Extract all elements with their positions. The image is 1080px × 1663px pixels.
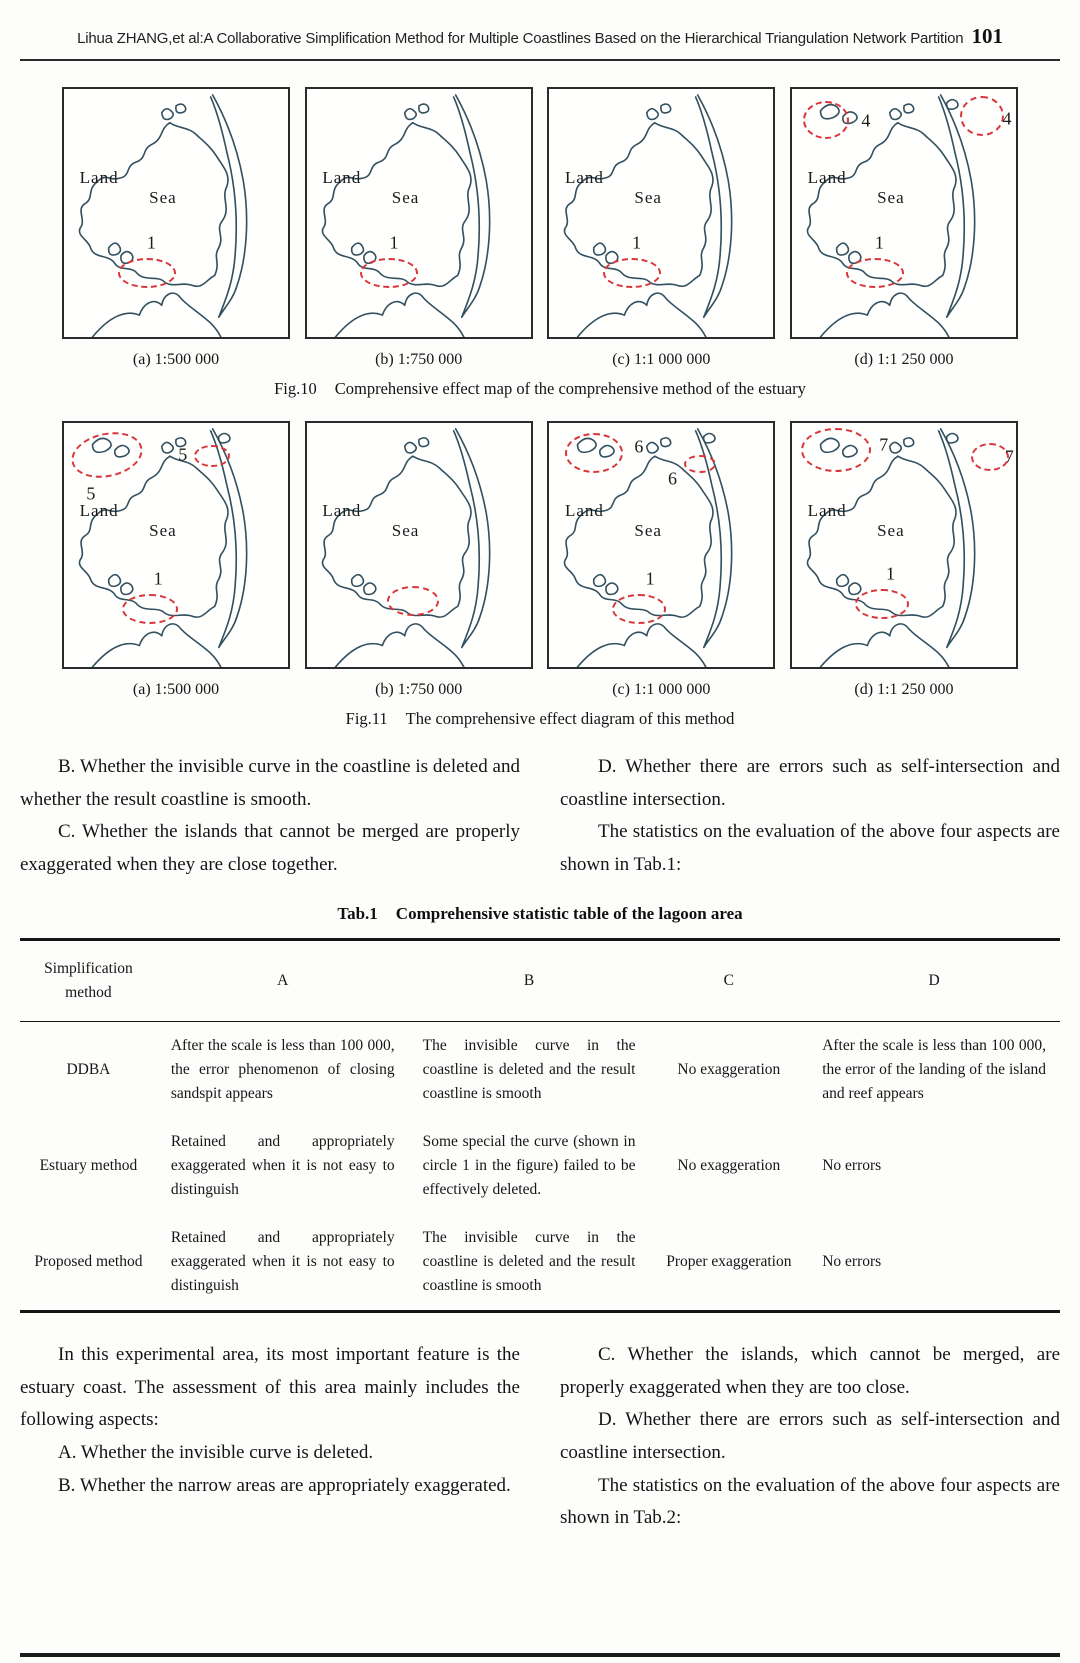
panel-scale-caption: (b) 1:750 000 <box>375 681 463 698</box>
table-body <box>20 1021 1060 1311</box>
coastline-map <box>547 87 775 339</box>
table-header-row <box>20 939 1060 1021</box>
coastline-map <box>547 421 775 669</box>
annotation-number: 7 <box>879 434 889 455</box>
coastline-map <box>305 87 533 339</box>
figure-10-label: Fig.10 <box>274 379 317 398</box>
column-header-c: C <box>723 971 734 989</box>
method-cell: DDBA <box>66 1060 111 1078</box>
annotation-number: 1 <box>153 568 163 589</box>
annotation-circle <box>118 258 176 288</box>
paragraph: B. Whether the narrow areas are appropriately exaggerated. <box>58 1474 511 1496</box>
table-row <box>20 1118 1060 1214</box>
sea-label: Sea <box>391 188 420 208</box>
coastline-drawing <box>307 423 531 667</box>
paragraph: B. Whether the invisible curve in the coastline is deleted and whether the result coastline is smooth. <box>20 756 520 810</box>
annotation-circle <box>846 258 904 288</box>
figure-11-caption-text: The comprehensive effect diagram of this method <box>405 709 735 728</box>
annotation-circle <box>855 589 909 619</box>
paragraph: The statistics on the evaluation of the above four aspects are shown in Tab.1: <box>560 821 1060 876</box>
panel-scale-caption: (c) 1:1 000 000 <box>612 351 711 368</box>
method-cell: Estuary method <box>39 1156 138 1174</box>
annotation-number: 6 <box>634 436 644 457</box>
coastline-map <box>305 421 533 669</box>
coastline-map <box>62 87 290 339</box>
page-number: 101 <box>971 24 1003 48</box>
table-header <box>20 939 1060 1021</box>
land-label: Land <box>79 501 119 521</box>
land-label: Land <box>79 168 119 188</box>
annotation-number: 6 <box>668 468 677 489</box>
column-header-b: B <box>523 971 535 989</box>
annotation-circle <box>603 258 661 288</box>
coastline-drawing <box>549 89 773 337</box>
annotation-circle <box>971 443 1009 471</box>
table-1-label: Tab.1 <box>337 903 378 923</box>
annotation-number: 4 <box>1002 108 1012 129</box>
table-1-title-text: Comprehensive statistic table of the lagoon area <box>395 903 743 923</box>
panel-scale-caption: (b) 1:750 000 <box>375 351 463 368</box>
table-row <box>20 1021 1060 1118</box>
annotation-circle <box>684 455 716 473</box>
cell-c: No exaggeration <box>677 1060 781 1078</box>
annotation-circle <box>194 445 230 467</box>
annotation-circle <box>612 594 666 624</box>
paragraph: C. Whether the islands, which cannot be merged, are properly exaggerated when they are too close. <box>560 1343 1060 1398</box>
coastline-drawing <box>307 89 531 337</box>
cell-c: Proper exaggeration <box>666 1252 792 1270</box>
coastline-drawing <box>64 89 288 337</box>
land-label: Land <box>322 501 362 521</box>
paragraph: C. Whether the islands that cannot be merged are properly exaggerated when they are close together. <box>20 821 520 876</box>
annotation-number: 5 <box>86 483 96 504</box>
table-1-title <box>20 904 1060 924</box>
column-header-a: A <box>277 971 289 989</box>
annotation-number: 1 <box>874 232 884 253</box>
annotation-number: 1 <box>645 568 655 589</box>
annotation-number: 1 <box>146 232 156 253</box>
annotation-number: 1 <box>886 563 896 584</box>
land-label: Land <box>564 501 604 521</box>
body-upper-left-column <box>20 751 520 882</box>
map-panel-11b <box>305 421 533 699</box>
cell-c: No exaggeration <box>677 1156 781 1174</box>
cell-d: After the scale is less than 100 000, the error of the landing of the island and reef appears <box>822 1036 1046 1102</box>
map-panel-10c <box>547 87 775 369</box>
column-header-d: D <box>928 971 940 989</box>
table-row <box>20 1214 1060 1312</box>
land-label: Land <box>807 501 847 521</box>
land-label: Land <box>564 168 604 188</box>
sea-label: Sea <box>391 520 420 540</box>
annotation-number: 1 <box>389 232 399 253</box>
panel-scale-caption: (d) 1:1 250 000 <box>854 351 954 368</box>
cell-b: The invisible curve in the coastline is deleted and the result coastline is smooth <box>422 1228 636 1294</box>
paragraph: In this experimental area, its most important feature is the estuary coast. The assessment of this area mainly includes the following aspects: <box>20 1343 520 1431</box>
annotation-circle <box>122 594 178 624</box>
paragraph: A. Whether the invisible curve is deleted. <box>58 1441 374 1463</box>
cell-a: Retained and appropriately exaggerated when it is not easy to distinguish <box>170 1228 395 1294</box>
paragraph: D. Whether there are errors such as self-intersection and coastline intersection. <box>560 1409 1060 1463</box>
figure-10-caption-text: Comprehensive effect map of the comprehensive method of the estuary <box>334 379 806 398</box>
paragraph: D. Whether there are errors such as self-intersection and coastline intersection. <box>560 756 1060 810</box>
map-panel-10b <box>305 87 533 369</box>
land-label: Land <box>807 168 847 188</box>
sea-label: Sea <box>149 520 177 540</box>
sea-label: Sea <box>877 188 905 208</box>
land-label: Land <box>322 168 362 188</box>
paragraph: The statistics on the evaluation of the above four aspects are shown in Tab.2: <box>560 1474 1060 1529</box>
map-panel-11d <box>790 421 1018 699</box>
sea-label: Sea <box>634 188 662 208</box>
annotation-number: 5 <box>178 444 188 465</box>
column-header-method: Simplification method <box>44 959 133 1001</box>
body-lower-right-column <box>560 1339 1060 1535</box>
annotation-circle <box>360 258 418 288</box>
statistics-table <box>20 938 1060 1313</box>
body-upper <box>20 751 1060 882</box>
figure-11-row <box>20 421 1060 699</box>
cell-a: After the scale is less than 100 000, the error phenomenon of closing sandspit appears <box>170 1036 395 1102</box>
cell-b: Some special the curve (shown in circle 1 in the figure) failed to be effectively deleted. <box>422 1132 636 1198</box>
figure-10-row <box>20 87 1060 369</box>
running-head-title: Lihua ZHANG,et al:A Collaborative Simplification Method for Multiple Coastlines Based on the Hierarchical Triangulation Network Partition <box>77 30 964 47</box>
cell-a: Retained and appropriately exaggerated when it is not easy to distinguish <box>170 1132 395 1198</box>
annotation-circle <box>565 433 623 473</box>
figure-11-label: Fig.11 <box>345 709 388 728</box>
coastline-map <box>62 421 290 669</box>
cell-d: No errors <box>822 1156 882 1174</box>
panel-scale-caption: (d) 1:1 250 000 <box>854 681 954 698</box>
annotation-number: 4 <box>861 110 871 131</box>
annotation-number: 7 <box>1004 446 1014 467</box>
sea-label: Sea <box>634 520 662 540</box>
body-lower <box>20 1339 1060 1535</box>
method-cell: Proposed method <box>34 1252 143 1270</box>
running-head <box>20 16 1060 59</box>
cell-d: No errors <box>822 1252 882 1270</box>
map-panel-10a <box>62 87 290 369</box>
cell-b: The invisible curve in the coastline is deleted and the result coastline is smooth <box>422 1036 636 1102</box>
panel-scale-caption: (a) 1:500 000 <box>132 351 220 368</box>
page-bottom-rule <box>20 1653 1060 1657</box>
coastline-map <box>790 87 1018 339</box>
map-panel-11a <box>62 421 290 699</box>
annotation-circle <box>801 428 871 472</box>
coastline-map <box>790 421 1018 669</box>
body-lower-left-column <box>20 1339 520 1535</box>
figure-10-caption <box>20 379 1060 399</box>
sea-label: Sea <box>149 188 177 208</box>
annotation-number: 1 <box>632 232 642 253</box>
sea-label: Sea <box>877 520 905 540</box>
map-panel-11c <box>547 421 775 699</box>
figure-11-caption <box>20 709 1060 729</box>
header-rule <box>20 59 1060 61</box>
body-upper-right-column <box>560 751 1060 882</box>
panel-scale-caption: (c) 1:1 000 000 <box>612 681 711 698</box>
map-panel-10d <box>790 87 1018 369</box>
panel-scale-caption: (a) 1:500 000 <box>132 681 220 698</box>
